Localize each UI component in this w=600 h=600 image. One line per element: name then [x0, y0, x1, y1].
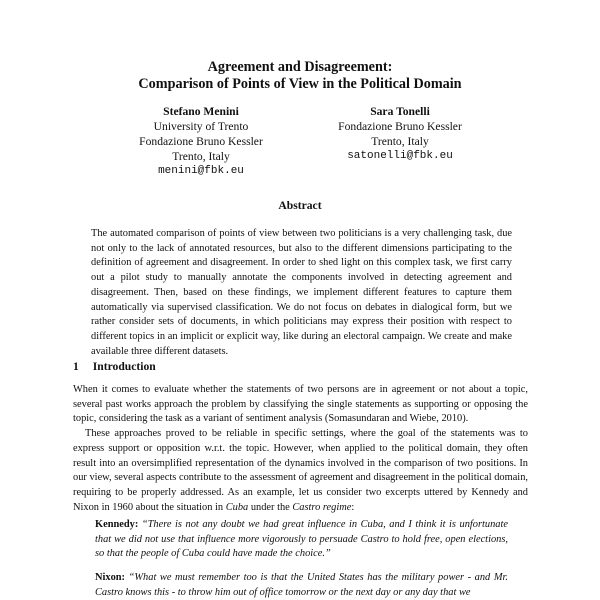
section-number: 1 — [73, 360, 79, 373]
paragraph-2-mid: under the — [248, 501, 293, 513]
quote-1-speaker: Kennedy: — [95, 519, 139, 530]
author-2 — [300, 104, 500, 164]
paragraph-2-main: These approaches proved to be reliable in specific settings, where the goal of the statements was to express support or opposition w.r.t. the topic. However, when applied to the political domain, they often result into an oversimplified representation of the dynamics involved in the comparison of two positions. In our view, several aspects contribute to the assessment of agreement and disagreement in the political domain, requiring to be properly addressed. As an example, let us consider two excerpts uttered by Kennedy and Nixon in 1960 about the situation in — [73, 428, 528, 513]
paragraph-2-end: : — [351, 501, 355, 513]
author-2-affiliation-1: Fondazione Bruno Kessler — [338, 120, 462, 133]
author-1-affiliation-1: University of Trento — [153, 120, 249, 133]
title-line-2: Comparison of Points of View in the Political Domain — [138, 76, 462, 92]
quote-nixon — [95, 571, 508, 600]
abstract-text: The automated comparison of points of view between two politicians is a very challenging task, due not only to the lack of annotated resources, but also to the different dimensions participating to the definition of agreement and disagreement. In order to shed light on this complex task, we first carry out a pilot study to manually annotate the components involved in detecting agreement and disagreement. Then, based on these findings, we implement different features to capture them automatically via supervised classification. We do not focus on debates in dialogical form, but we rather consider sets of documents, in which politicians may express their position with respect to different topics in an implicit or explicit way, like during an electoral campaign. We create and make available three different datasets. — [91, 228, 512, 357]
section-heading — [73, 360, 156, 373]
quote-2-text: “What we must remember too is that the United States has the military power - and Mr. Castro knows this - to throw him out of office tomorrow or the next day or any day that we — [95, 572, 508, 598]
author-1 — [96, 104, 306, 179]
section-title: Introduction — [92, 360, 156, 373]
title-line-1: Agreement and Disagreement: — [207, 59, 393, 75]
author-2-location: Trento, Italy — [371, 135, 429, 148]
paper-title — [0, 59, 600, 93]
author-1-location: Trento, Italy — [172, 150, 230, 163]
author-2-name: Sara Tonelli — [370, 105, 430, 118]
paragraph-2-emphasis-castro: Castro regime — [292, 501, 352, 513]
quote-1-text: “There is not any doubt we had great influence in Cuba, and I think it is unfortunate that we did not use that influence more vigorously to persuade Castro to hold free, open elections, so that the people of Cuba could have made the choice.” — [95, 519, 508, 560]
author-1-email: menini@fbk.eu — [158, 165, 244, 177]
author-1-affiliation-2: Fondazione Bruno Kessler — [139, 135, 263, 148]
abstract-heading: Abstract — [278, 199, 322, 212]
quote-kennedy — [95, 518, 508, 562]
introduction-body — [73, 383, 528, 515]
paragraph-2 — [73, 427, 528, 515]
author-1-name: Stefano Menini — [163, 105, 239, 118]
paragraph-1: When it comes to evaluate whether the statements of two persons are in agreement or not about a topic, several past works approach the problem by classifying the single statements as supporting or opposing the topic, considering the task as a variant of sentiment analysis (Somasundaran and Wiebe, 2010). — [73, 384, 528, 425]
author-2-email: satonelli@fbk.eu — [347, 150, 453, 162]
paragraph-2-emphasis-cuba: Cuba — [225, 501, 249, 513]
quote-2-speaker: Nixon: — [95, 572, 126, 583]
